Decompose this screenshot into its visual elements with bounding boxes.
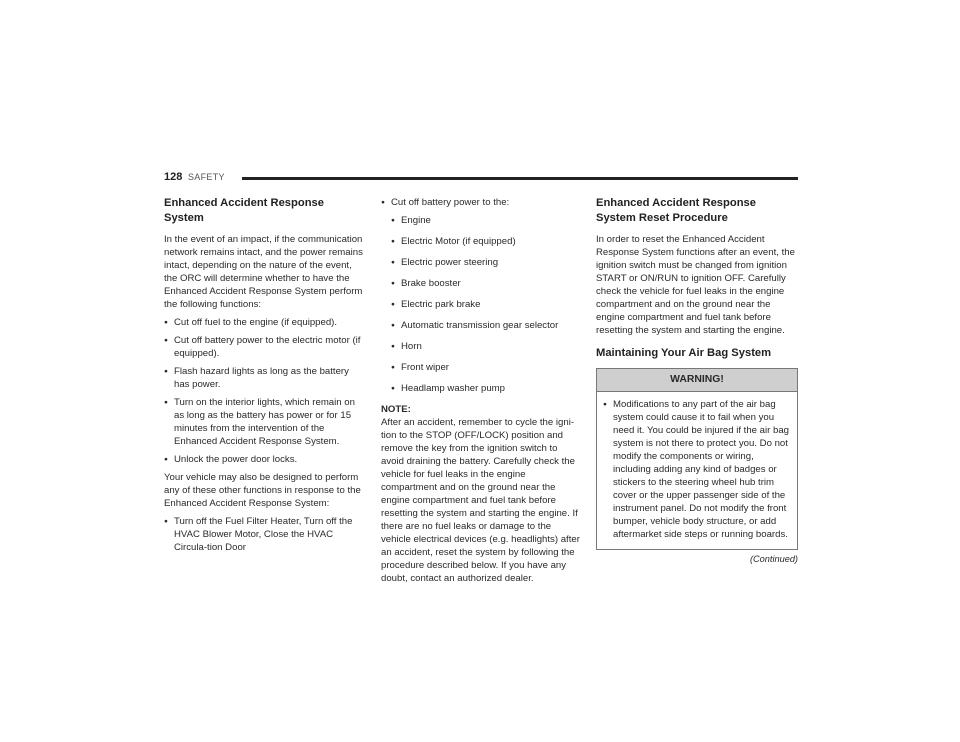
note-text: After an accident, remember to cycle the igni-tion to the STOP (OFF/LOCK) position and remove the key from the ignition switch to avoid draining the battery. Carefully check the vehicle for fuel leaks in the engine compartment and on the ground near the engine compartment and fuel tank before resetting the system and starting the engine. If there are no fuel leaks or damage to the vehicle electrical devices (e.g. headlights) after an accident, reset the system by following the procedure described below. If you have any doubt, contact an authorized dealer. bbox=[381, 417, 580, 584]
list-item: ● Horn bbox=[391, 340, 581, 353]
warning-title: WARNING! bbox=[597, 369, 797, 392]
battery-cutoff-lead: Cut off battery power to the: bbox=[391, 197, 510, 208]
list-item: ● Turn off the Fuel Filter Heater, Turn off the HVAC Blower Motor, Close the HVAC Circula-tion Door bbox=[164, 515, 366, 554]
heading-enhanced-accident-response: Enhanced Accident Response System bbox=[164, 197, 324, 224]
column-right bbox=[596, 196, 798, 566]
page-number: 128 bbox=[164, 171, 183, 183]
warning-list bbox=[603, 398, 791, 541]
heading-reset-procedure: Enhanced Accident Response System Reset Procedure bbox=[596, 197, 756, 224]
header-rule bbox=[242, 177, 798, 180]
list-item: ● Turn on the interior lights, which remain on as long as the battery has power or for 15 minutes from the intervention of the Enhanced Accident Response System. bbox=[164, 396, 366, 448]
list-item: ● Cut off battery power to the electric motor (if equipped). bbox=[164, 334, 366, 360]
reset-procedure-paragraph: In order to reset the Enhanced Accident Response System functions after an event, the ignition switch must be changed from ignition START or ON/RUN to ignition OFF. Carefully check the vehicle for fuel leaks in the engine compartment and on the ground near the engine compartment and fuel tank before resetting the system and starting the engine. bbox=[596, 234, 795, 336]
section-title: SAFETY bbox=[188, 172, 225, 182]
intro-paragraph: In the event of an impact, if the communication network remains intact, and the power remains intact, depending on the nature of the event, the ORC will determine whether to have the Enhanced Accident Response System perform the following functions: bbox=[164, 234, 363, 310]
battery-cutoff-list bbox=[381, 196, 581, 395]
continued-label: (Continued) bbox=[749, 554, 798, 564]
list-item: ● Modifications to any part of the air bag system could cause it to fail when you need it. You could be injured if the air bag system is not there to protect you. Do not modify the components or wiring, including adding any kind of badges or stickers to the steering wheel hub trim cover or the upper passenger side of the instrument panel. Do not modify the front bumper, vehicle body structure, or add aftermarket side steps or running boards. bbox=[603, 398, 791, 541]
list-item: ● Headlamp washer pump bbox=[391, 382, 581, 395]
list-item bbox=[381, 196, 581, 395]
list-item: ● Front wiper bbox=[391, 361, 581, 374]
list-item: ● Unlock the power door locks. bbox=[164, 453, 366, 466]
warning-box bbox=[596, 368, 798, 550]
list-item: ● Electric power steering bbox=[391, 256, 581, 269]
list-item: ● Engine bbox=[391, 214, 581, 227]
warning-body bbox=[597, 392, 797, 549]
list-item: ● Cut off fuel to the engine (if equipped). bbox=[164, 316, 366, 329]
column-middle bbox=[381, 196, 581, 590]
note-label: NOTE: bbox=[381, 404, 411, 415]
heading-air-bag-maintenance: Maintaining Your Air Bag System bbox=[596, 347, 772, 359]
other-functions-paragraph: Your vehicle may also be designed to perform any of these other functions in response to the Enhanced Accident Response System: bbox=[164, 472, 361, 509]
list-item: ● Electric Motor (if equipped) bbox=[391, 235, 581, 248]
list-item: ● Flash hazard lights as long as the battery has power. bbox=[164, 365, 366, 391]
battery-cutoff-sublist bbox=[391, 214, 581, 395]
list-item: ● Electric park brake bbox=[391, 298, 581, 311]
column-left bbox=[164, 196, 366, 559]
list-item: ● Automatic transmission gear selector bbox=[391, 319, 581, 332]
other-functions-list bbox=[164, 515, 366, 554]
function-list bbox=[164, 316, 366, 466]
list-item: ● Brake booster bbox=[391, 277, 581, 290]
page-header bbox=[164, 171, 798, 187]
